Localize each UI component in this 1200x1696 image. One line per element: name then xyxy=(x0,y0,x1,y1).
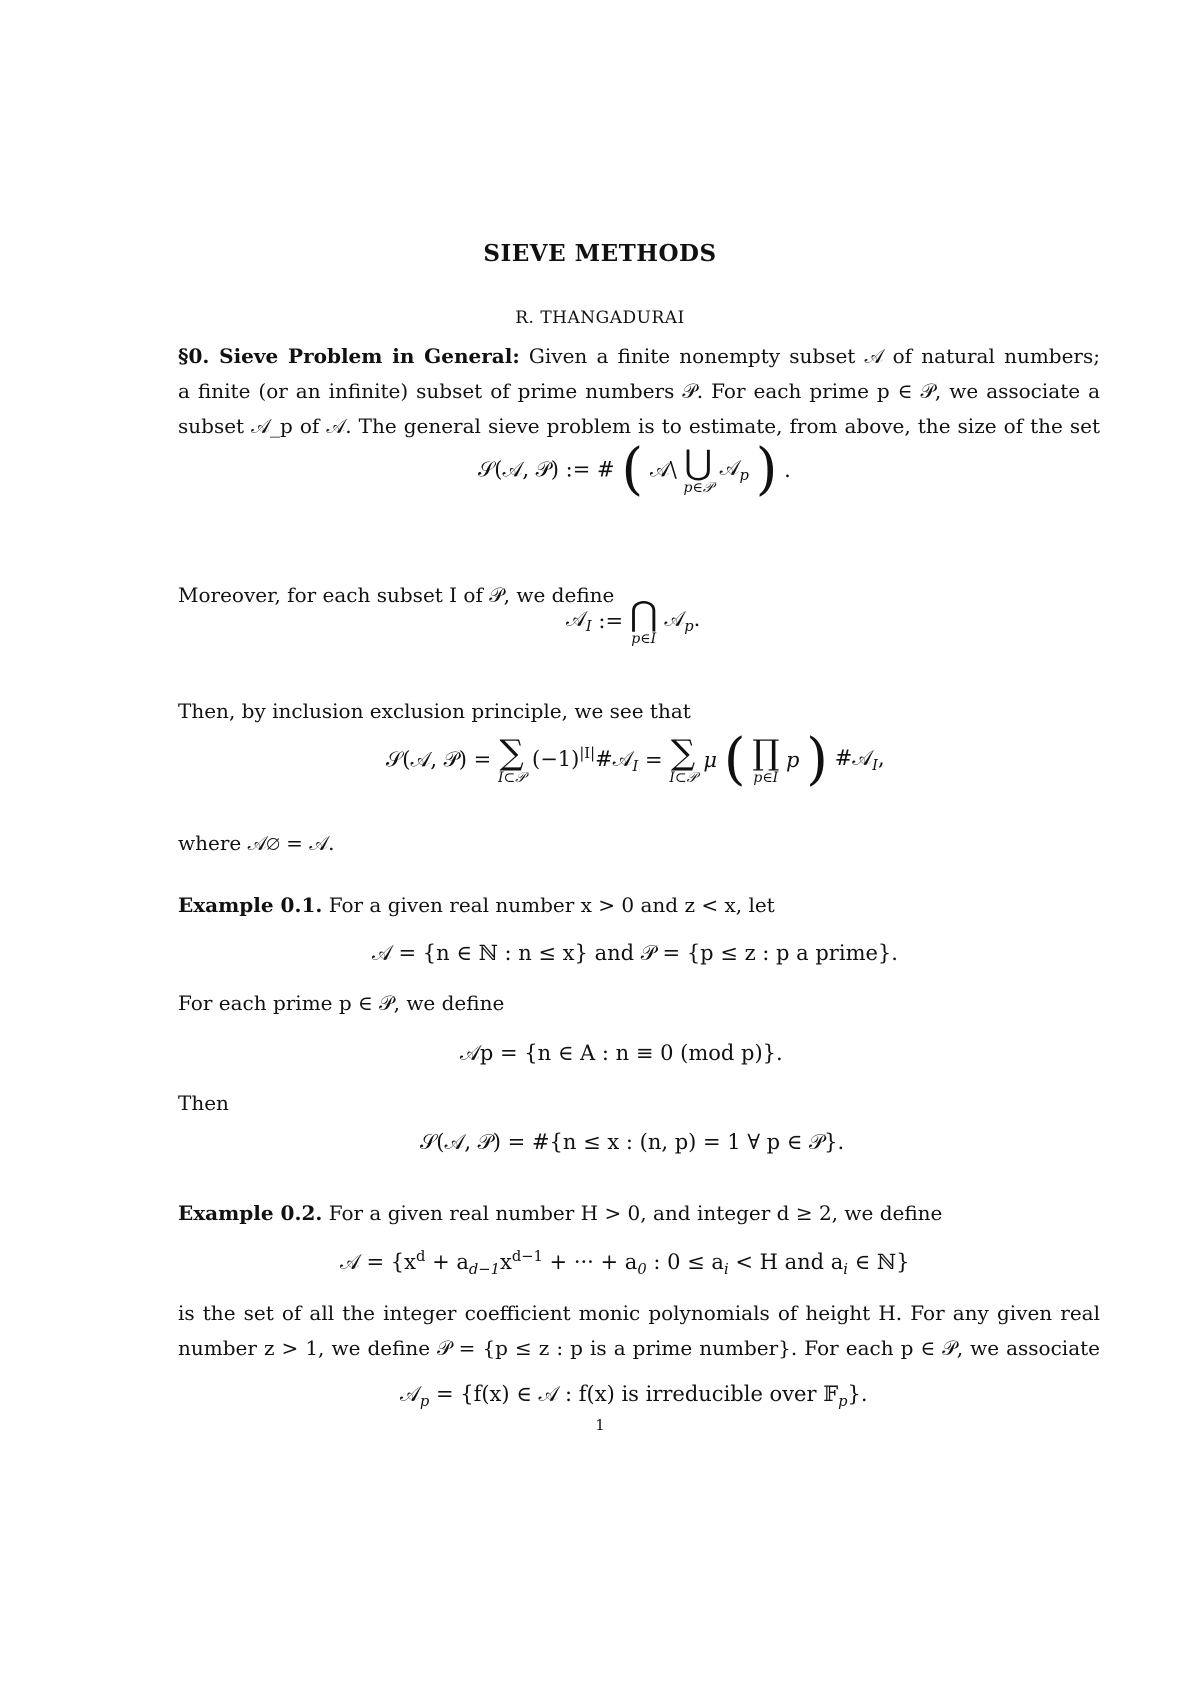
section-0-line-6: where 𝒜∅ = 𝒜. xyxy=(178,831,335,855)
page-number: 1 xyxy=(595,1416,605,1434)
section-0-line-1 xyxy=(178,344,1100,368)
eq-lhs: 𝒮(𝒜, 𝒫) := # xyxy=(478,457,615,482)
example-2-line-2: is the set of all the integer coefficient monic polynomials of height H. For any given real xyxy=(178,1301,1100,1325)
eq-inner-left: 𝒜\ xyxy=(649,457,677,482)
example-2-line-3: number z > 1, we define 𝒫 = {p ≤ z : p is a prime number}. For each p ∈ 𝒫, we associate xyxy=(178,1336,1100,1360)
paper-author: R. THANGADURAI xyxy=(515,308,685,328)
example-2-line-1: Example 0.2. For a given real number H > 0, and integer d ≥ 2, we define xyxy=(178,1201,943,1225)
example-2-equation-2: 𝒜$_p$ = {f(x) ∈ 𝒜 : f(x) is irreducible over 𝔽$_p$}. xyxy=(400,1382,868,1411)
equation-inclusion-exclusion: 𝒮(𝒜, 𝒫) = ∑ I⊂𝒫 $(-1)^{|I|}\#𝒜_I$ = ∑ I⊂𝒫 μ ( ∏ p∈I p ) #𝒜$_I$, xyxy=(386,727,885,792)
example-1-equation-3: 𝒮(𝒜, 𝒫) = #{n ≤ x : (n, p) = 1 ∀ p ∈ 𝒫}. xyxy=(420,1130,845,1154)
section-0-line-2: a finite (or an infinite) subset of prime numbers 𝒫. For each prime p ∈ 𝒫, we associate a xyxy=(178,379,1100,403)
section-0-line-4: Moreover, for each subset I of 𝒫, we define xyxy=(178,583,615,607)
section-heading: §0. Sieve Problem in General: xyxy=(178,344,520,368)
example-1-line-3: Then xyxy=(178,1091,229,1115)
sum-operator: ∑ I⊂𝒫 xyxy=(497,733,526,786)
example-1-equation-1: 𝒜 = {n ∈ ℕ : n ≤ x} and 𝒫 = {p ≤ z : p a prime}. xyxy=(372,941,898,965)
intersection-operator: ⋂ p∈I xyxy=(629,594,658,647)
left-paren: ( xyxy=(621,437,644,502)
product-operator: ∏ p∈I xyxy=(752,733,780,786)
sum-operator: ∑ I⊂𝒫 xyxy=(669,733,697,786)
eq-inner-right: 𝒜 xyxy=(719,455,740,480)
section-0-text: Given a finite nonempty subset 𝒜 of natural numbers; xyxy=(528,344,1100,368)
union-operator: ⋃ p∈𝒫 xyxy=(683,443,713,496)
example-2-equation-1: 𝒜 = {$x^d + a_{d-1}x^{d-1}$ + ··· + $a_0$ : $0 \le a_i < H$ and $a_i$ ∈ ℕ} xyxy=(340,1248,910,1279)
right-paren: ) xyxy=(755,437,778,502)
example-1-equation-2: 𝒜p = {n ∈ A : n ≡ 0 (mod p)}. xyxy=(460,1041,783,1065)
example-heading: Example 0.2. xyxy=(178,1201,323,1225)
example-1-line-1: Example 0.1. For a given real number x > 0 and z < x, let xyxy=(178,893,775,917)
equation-sieve-set: 𝒮(𝒜, 𝒫) := # ( 𝒜\ ⋃ p∈𝒫 𝒜$_p$ ) . xyxy=(478,437,791,502)
example-heading: Example 0.1. xyxy=(178,893,323,917)
section-0-line-3: subset 𝒜_p of 𝒜. The general sieve problem is to estimate, from above, the size of the set xyxy=(178,414,1100,438)
paper-title: SIEVE METHODS xyxy=(483,240,717,267)
section-0-line-5: Then, by inclusion exclusion principle, we see that xyxy=(178,699,691,723)
example-1-line-2: For each prime p ∈ 𝒫, we define xyxy=(178,991,505,1015)
equation-intersection: 𝒜$_I$ := ⋂ p∈I 𝒜$_p$. xyxy=(566,594,701,647)
